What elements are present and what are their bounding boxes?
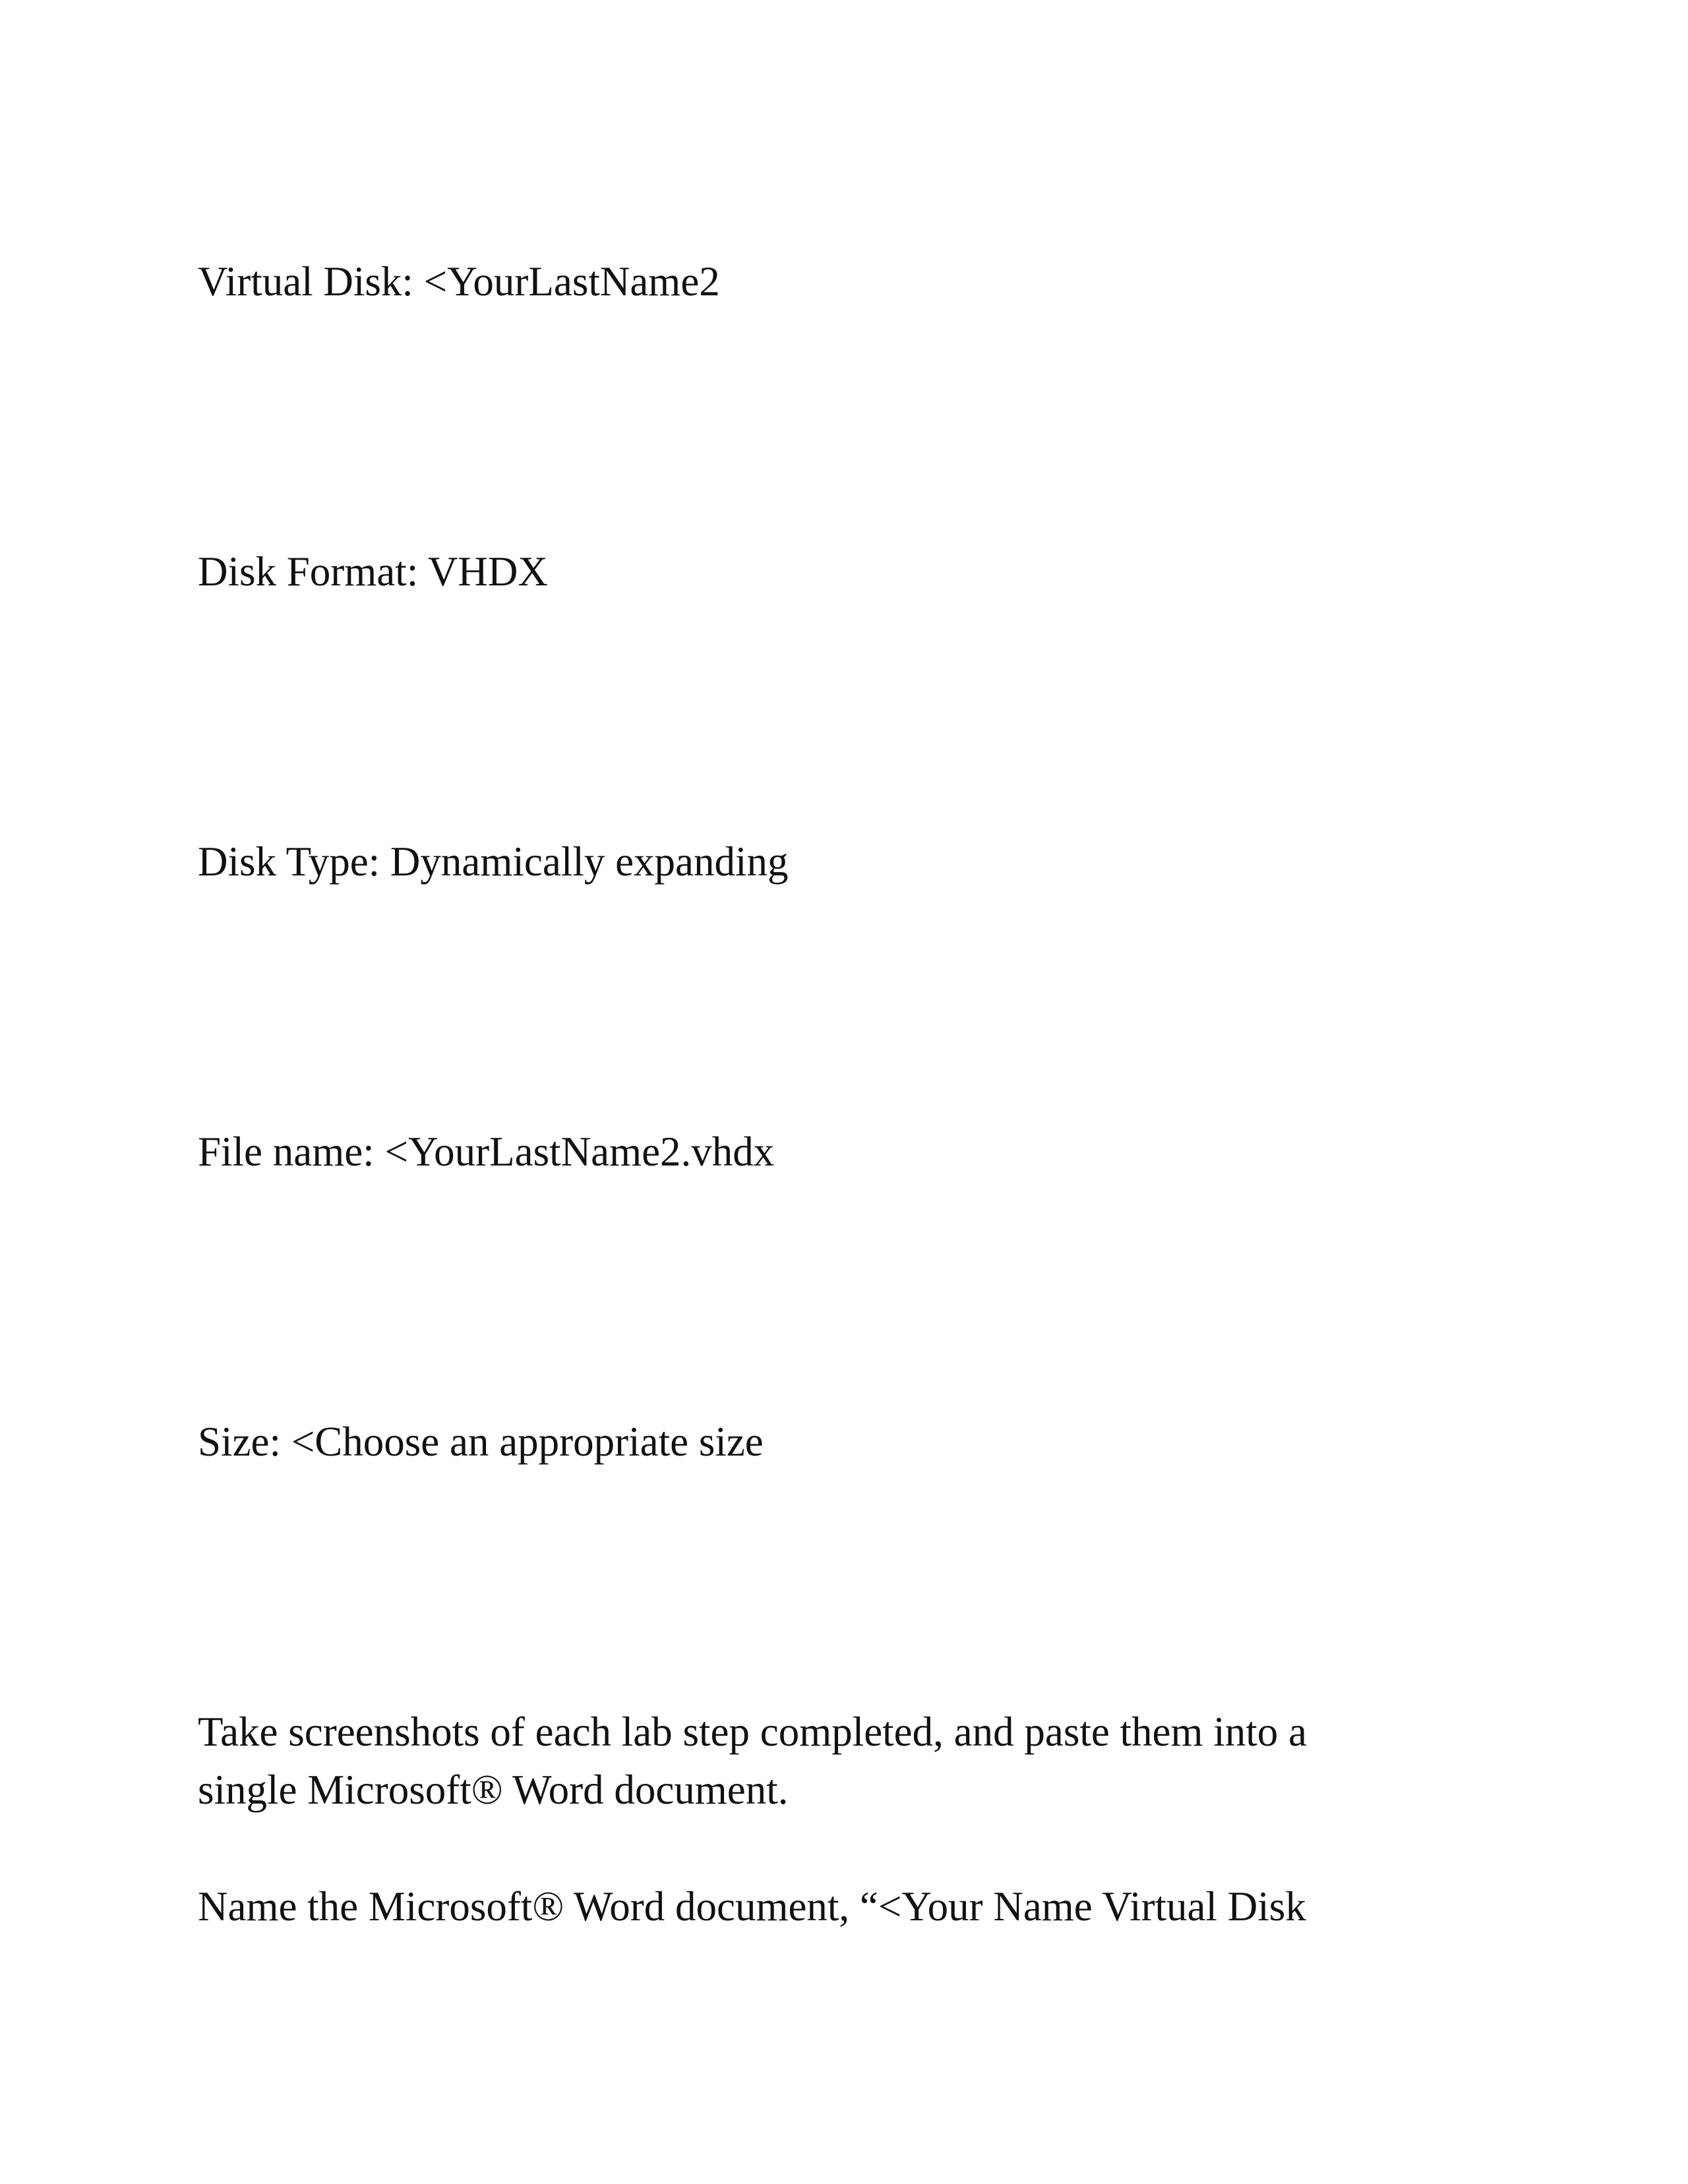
size-line: [198, 1413, 1451, 1471]
text-line: Take screenshots of each lab step completed, and paste them into a: [198, 1709, 1307, 1755]
text-line: single Microsoft® Word document.: [198, 1767, 789, 1813]
text-line: Disk Format: VHDX: [198, 548, 548, 595]
text-line: Size: <Choose an appropriate size: [198, 1419, 764, 1465]
disk-format-line: [198, 543, 1451, 601]
naming-instruction-paragraph: [198, 1877, 1451, 1935]
text-line: Virtual Disk: <YourLastName2: [198, 258, 720, 305]
text-line: File name: <YourLastName2.vhdx: [198, 1129, 775, 1175]
text-line: Disk Type: Dynamically expanding: [198, 839, 789, 885]
file-name-line: [198, 1123, 1451, 1181]
screenshot-instruction-paragraph: [198, 1703, 1451, 1819]
text-line: Name the Microsoft® Word document, “<Your Name Virtual Disk: [198, 1883, 1306, 1930]
virtual-disk-line: [198, 252, 1451, 310]
disk-type-line: [198, 833, 1451, 891]
